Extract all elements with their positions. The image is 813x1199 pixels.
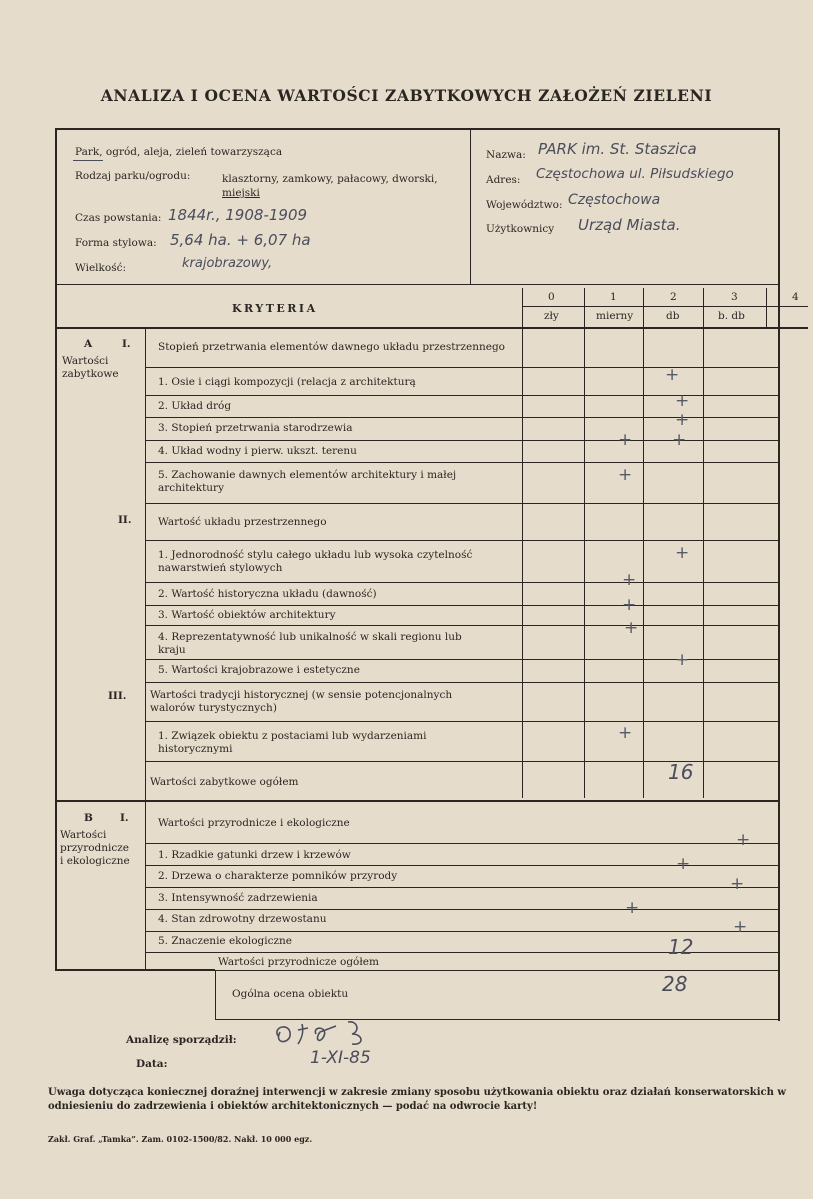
wojewodztwo-value: Częstochowa <box>568 192 661 208</box>
frame-left <box>55 128 57 971</box>
adres-label: Adres: <box>486 174 521 186</box>
section-a-name: Wartości zabytkowe <box>62 355 119 380</box>
footnote: Uwaga dotycząca koniecznej doraźnej interwencji w zakresie zmiany sposobu użytkowania obiektu oraz działań konserwatorskich w odniesieniu do zadrzewienia i obiektów architektonicznych — podać na odwrocie karty! <box>48 1087 786 1112</box>
b-group-title: Wartości przyrodnicze i ekologiczne <box>158 817 350 829</box>
rodzaj-selected: miejski <box>222 187 260 199</box>
section-a-roman3: III. <box>108 690 127 702</box>
overall-left <box>215 970 216 1020</box>
a-total-label: Wartości zabytkowe ogółem <box>150 776 299 788</box>
park-type-line: Park, ogród, aleja, zieleń towarzysząca <box>75 146 283 158</box>
nazwa-value: PARK im. St. Staszica <box>538 140 697 158</box>
score-num-4: 4 <box>792 291 799 303</box>
score-num-2: 2 <box>670 291 677 303</box>
col-4 <box>766 288 767 328</box>
page-title: ANALIZA I OCENA WARTOŚCI ZABYTKOWYCH ZAŁOŻEŃ ZIELENI <box>100 86 713 105</box>
section-a-roman1: I. <box>122 338 131 350</box>
crit-bottom <box>55 327 808 329</box>
analiza-label: Analizę sporządził: <box>126 1034 237 1046</box>
uzytkownicy-value: Urząd Miasta. <box>578 216 681 234</box>
score-label-3: b. db <box>718 310 745 322</box>
overall-value: 28 <box>662 972 688 996</box>
overall-top <box>215 970 780 971</box>
g2-top <box>145 503 778 504</box>
check-mark: + <box>622 570 637 590</box>
g1-item: 3. Stopień przetrwania starodrzewia <box>158 422 353 434</box>
check-mark: + <box>675 410 690 430</box>
score-label-2: db <box>666 310 680 322</box>
b-total-label: Wartości przyrodnicze ogółem <box>218 956 379 968</box>
b-group-bottom <box>145 843 778 844</box>
check-mark: + <box>665 365 680 385</box>
frame-top <box>55 128 780 130</box>
forma-label: Forma stylowa: <box>75 237 157 249</box>
data-label: Data: <box>136 1058 168 1070</box>
group2-title: Wartość układu przestrzennego <box>158 516 327 528</box>
row-line <box>145 605 778 606</box>
section-a-letter: A <box>84 338 93 350</box>
g3-top <box>145 682 778 683</box>
data-value: 1-XI-85 <box>310 1048 371 1068</box>
check-mark: + <box>618 465 633 485</box>
g2-item: 3. Wartość obiektów architektury <box>158 609 336 621</box>
check-mark: + <box>736 830 751 850</box>
score-num-0: 0 <box>548 291 555 303</box>
row-line <box>145 582 778 583</box>
wojewodztwo-label: Województwo: <box>486 199 563 211</box>
check-mark: + <box>618 430 633 450</box>
check-mark: + <box>625 898 640 918</box>
a-total-value: 16 <box>668 760 694 784</box>
g1-item: 5. Zachowanie dawnych elementów architektury i małej architektury <box>158 469 457 494</box>
check-mark: + <box>624 618 639 638</box>
frame-bottom <box>55 969 215 971</box>
section-ab-divider <box>55 800 780 802</box>
check-mark: + <box>676 854 691 874</box>
check-mark: + <box>730 874 745 894</box>
kryteria-label: KRYTERIA <box>232 302 318 315</box>
adres-value: Częstochowa ul. Piłsudskiego <box>536 166 734 182</box>
frame-right <box>778 128 780 1021</box>
printer-note: Zakł. Graf. „Tamka”. Zam. 0102-1500/82. Nakł. 10 000 egz. <box>48 1134 313 1144</box>
park-underline <box>73 160 103 161</box>
section-b-name: Wartości przyrodnicze i ekologiczne <box>60 829 130 867</box>
check-mark: + <box>675 543 690 563</box>
rodzaj-label: Rodzaj parku/ogrodu: <box>75 170 191 182</box>
score-label-1: mierny <box>596 310 634 322</box>
g3-item: 1. Związek obiektu z postaciami lub wydarzeniami historycznymi <box>158 730 427 755</box>
check-mark: + <box>622 595 637 615</box>
group1-title: Stopień przetrwania elementów dawnego układu przestrzennego <box>158 341 505 353</box>
g2-item: 5. Wartości krajobrazowe i estetyczne <box>158 664 360 676</box>
score-label-0: zły <box>544 310 559 322</box>
section-b-roman: I. <box>120 812 129 824</box>
b-item: 5. Znaczenie ekologiczne <box>158 935 293 947</box>
group3-title: Wartości tradycji historycznej (w sensie potencjonalnych walorów turystycznych) <box>150 689 453 714</box>
check-mark: + <box>672 430 687 450</box>
g2-bottom <box>145 540 778 541</box>
overall-label: Ogólna ocena obiektu <box>232 988 349 1000</box>
header-bottom <box>55 284 780 285</box>
g3-bottom <box>145 721 778 722</box>
forma-value: 5,64 ha. + 6,07 ha <box>170 231 311 249</box>
uzytkownicy-label: Użytkownicy <box>486 223 555 235</box>
g2-item: 4. Reprezentatywność lub unikalność w skali regionu lub kraju <box>158 631 462 656</box>
czas-label: Czas powstania: <box>75 212 162 224</box>
row-line <box>145 625 778 626</box>
section-b-letter: B <box>84 812 93 824</box>
section-a-roman2: II. <box>118 514 132 526</box>
g1-item: 1. Osie i ciągi kompozycji (relacja z architekturą <box>158 376 416 388</box>
b-total-value: 12 <box>668 935 694 959</box>
check-mark: + <box>675 391 690 411</box>
nazwa-label: Nazwa: <box>486 149 526 161</box>
wielkosc-label: Wielkość: <box>75 262 127 274</box>
header-divider <box>470 128 471 284</box>
row-line <box>145 909 778 910</box>
check-mark: + <box>675 650 690 670</box>
b-item: 2. Drzewa o charakterze pomników przyrody <box>158 870 398 882</box>
row-line <box>145 887 778 888</box>
g2-item: 1. Jednorodność stylu całego układu lub wysoka czytelność nawarstwień stylowych <box>158 549 473 574</box>
score-num-1: 1 <box>610 291 617 303</box>
g1-item: 2. Układ dróg <box>158 400 232 412</box>
row-line <box>145 931 778 932</box>
wielkosc-value: krajobrazowy, <box>182 256 273 271</box>
g2-item: 2. Wartość historyczna układu (dawność) <box>158 588 377 600</box>
b-item: 4. Stan zdrowotny drzewostanu <box>158 913 327 925</box>
signature-scribble <box>268 1016 388 1050</box>
score-num-3: 3 <box>731 291 738 303</box>
row-line <box>145 462 778 463</box>
check-mark: + <box>733 917 748 937</box>
rodzaj-options: klasztorny, zamkowy, pałacowy, dworski, <box>222 173 438 185</box>
g1-bottom <box>145 367 778 368</box>
check-mark: + <box>618 723 633 743</box>
b-item: 1. Rzadkie gatunki drzew i krzewów <box>158 849 351 861</box>
b-item: 3. Intensywność zadrzewienia <box>158 892 318 904</box>
g1-item: 4. Układ wodny i pierw. ukszt. terenu <box>158 445 357 457</box>
czas-value: 1844r., 1908-1909 <box>168 206 308 224</box>
cat-col <box>145 328 146 971</box>
